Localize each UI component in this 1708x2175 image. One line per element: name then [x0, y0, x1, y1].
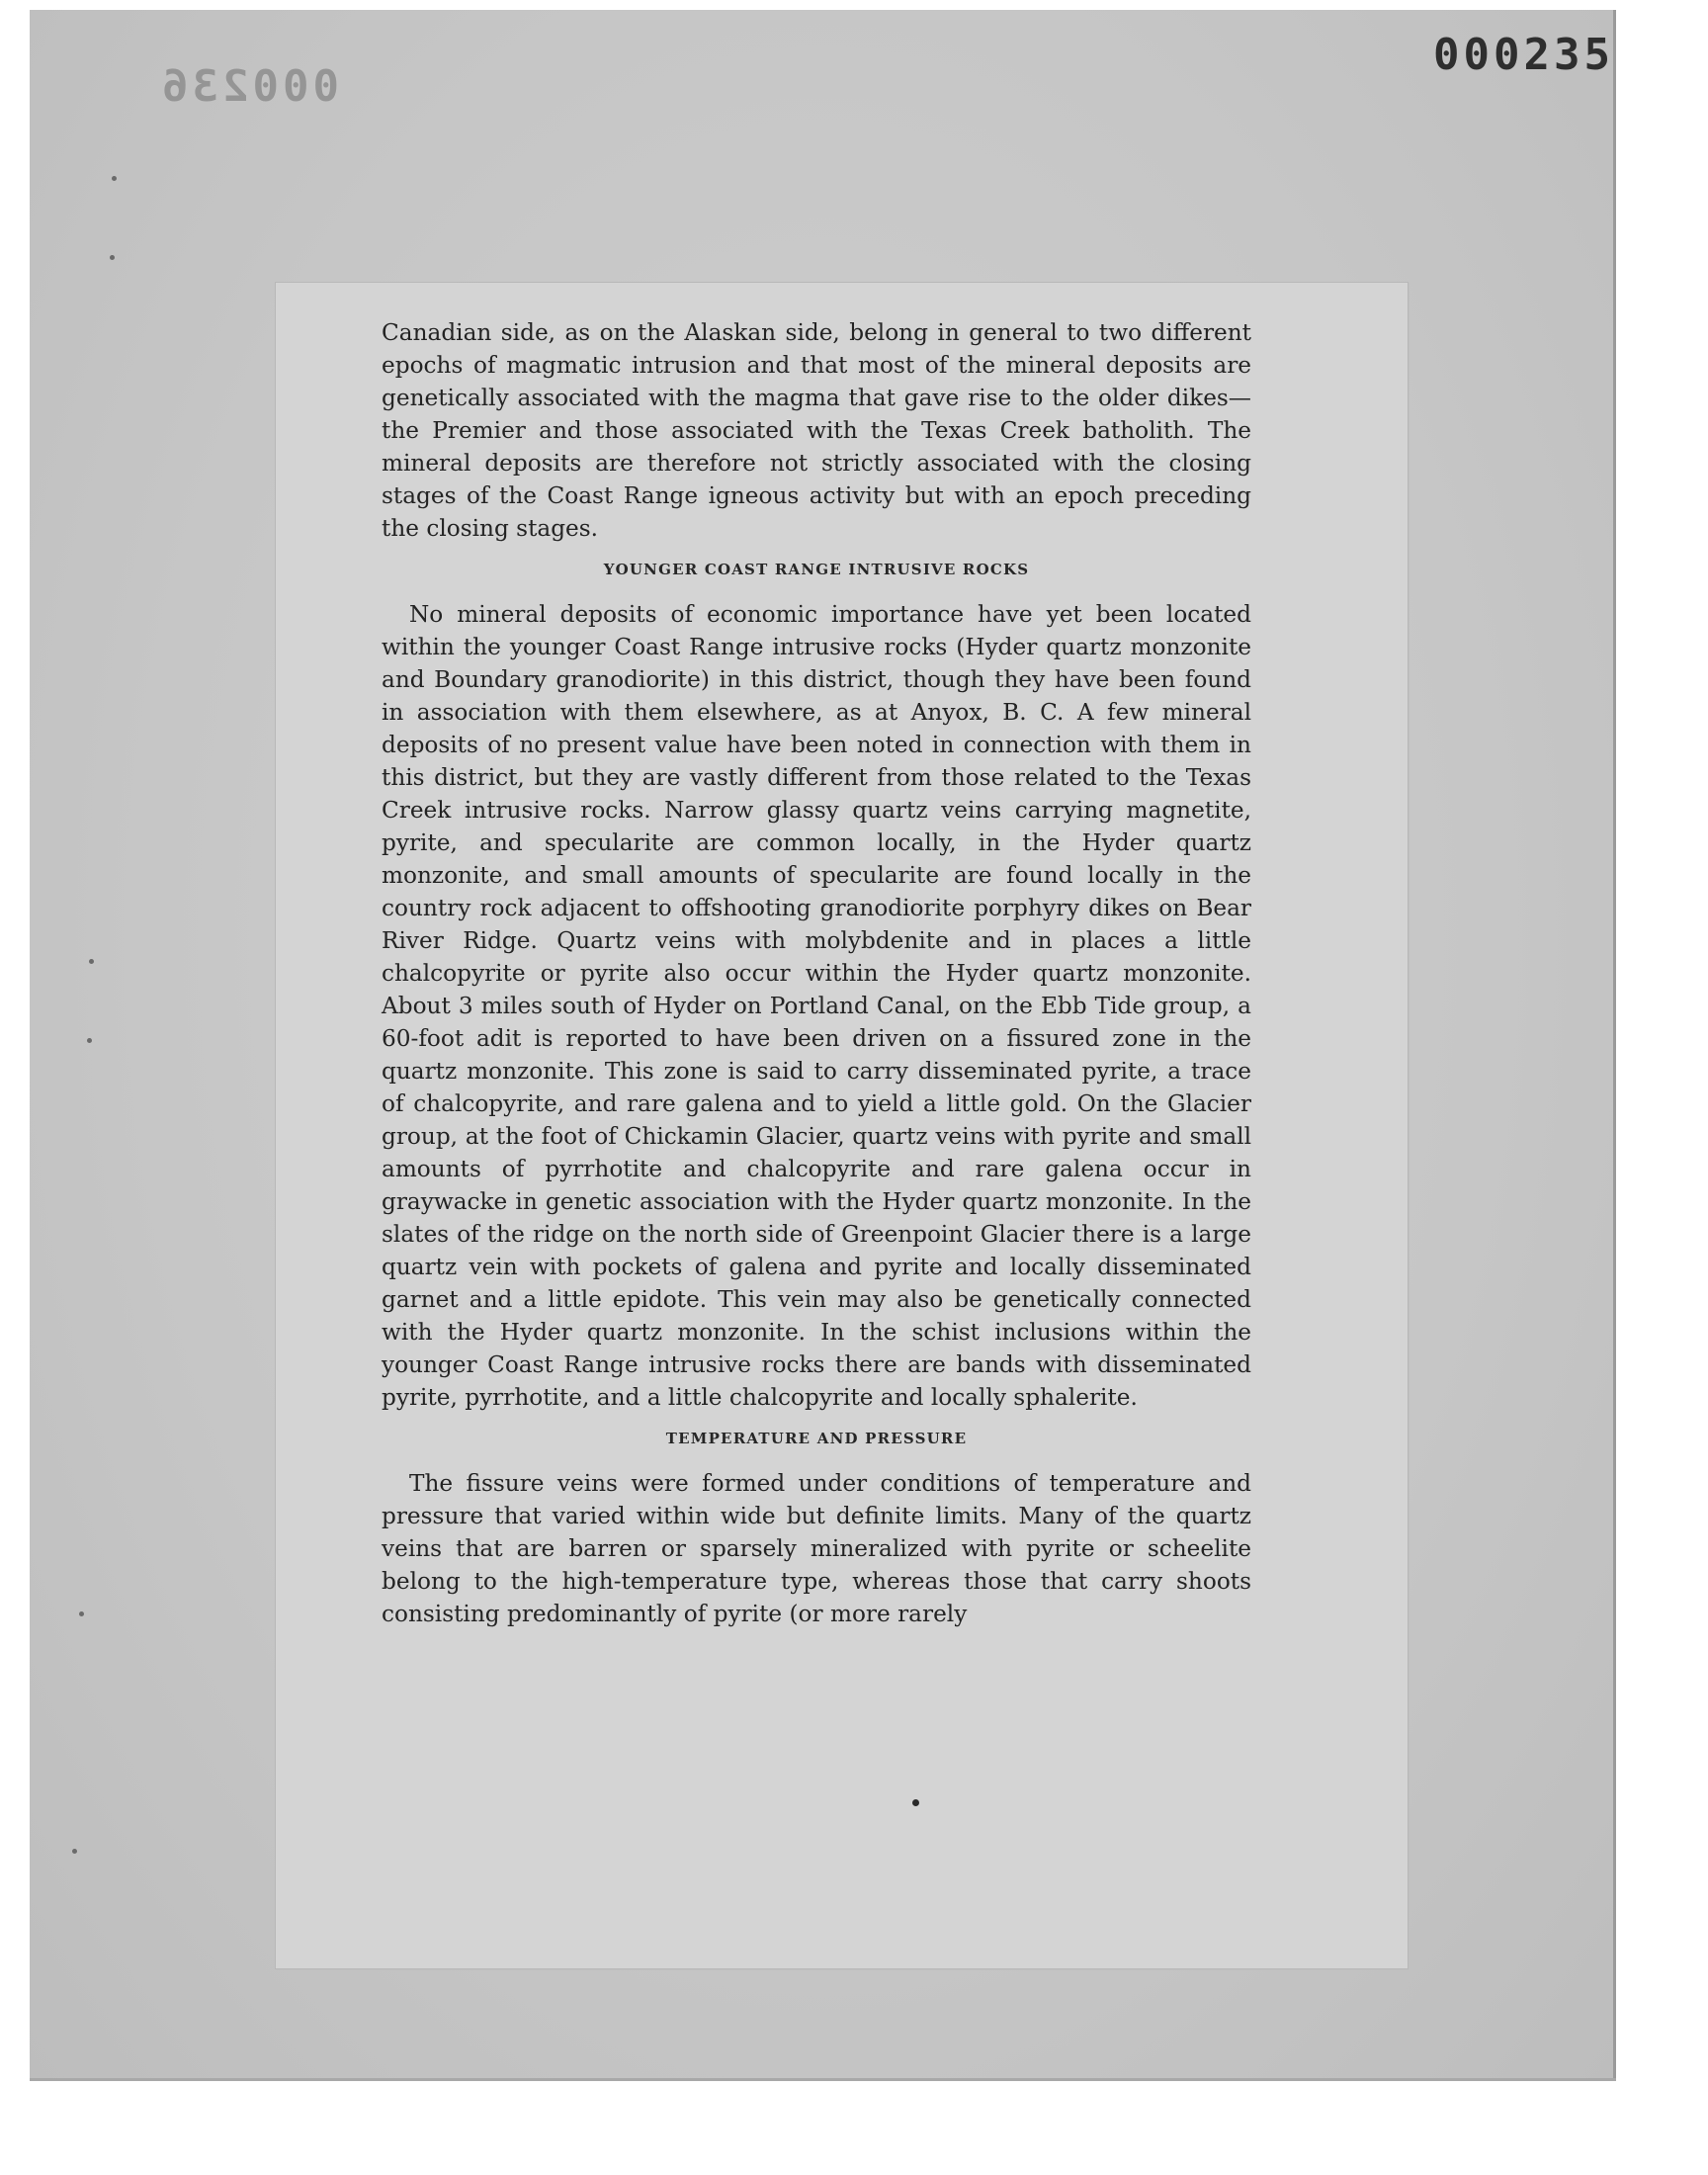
document-body	[382, 316, 1251, 1630]
section-heading-temperature: TEMPERATURE AND PRESSURE	[665, 1430, 968, 1447]
paragraph-intro: Canadian side, as on the Alaskan side, belong in general to two different epochs of magmatic intrusion and that most of the mineral deposits are genetically associated with the magma that gave rise to the older dikes—the Premier and those associated with the Texas Creek batholith. The mineral deposits are therefore not strictly associated with the closing stages of the Coast Range igneous activity but with an epoch preceding the closing stages.	[382, 319, 1251, 542]
scan-speck	[110, 255, 115, 260]
scan-speck	[112, 176, 117, 181]
scan-speck	[79, 1611, 84, 1616]
scan-edge-right	[1613, 10, 1616, 2078]
paragraph-younger-rocks: No mineral deposits of economic importance have yet been located within the younger Coast Range intrusive rocks (Hyder quartz monzonite and Boundary granodiorite) in this district, though they have been found in association with them elsewhere, as at Anyox, B. C. A few mineral deposits of no present value have been noted in connection with them in this district, but they are vastly different from those related to the Texas Creek intrusive rocks. Narrow glassy quartz veins carrying magnetite, pyrite, and specularite are common locally, in the Hyder quartz monzonite, and small amounts of specularite are found locally in the country rock adjacent to offshooting granodiorite porphyry dikes on Bear River Ridge. Quartz veins with molybdenite and in places a little chalcopyrite or pyrite also occur within the Hyder quartz monzonite. About 3 miles south of Hyder on Portland Canal, on the Ebb Tide group, a 60-foot adit is reported to have been driven on a fissured zone in the quartz monzonite. This zone is said to carry disseminated pyrite, a trace of chalcopyrite, and rare galena and to yield a little gold. On the Glacier group, at the foot of Chickamin Glacier, quartz veins with pyrite and small amounts of pyrrhotite and chalcopyrite and rare galena occur in graywacke in genetic association with the Hyder quartz monzonite. In the slates of the ridge on the north side of Greenpoint Glacier there is a large quartz vein with pockets of galena and pyrite and locally disseminated garnet and a little epidote. This vein may also be genetically connected with the Hyder quartz monzonite. In the schist inclusions within the younger Coast Range intrusive rocks there are bands with disseminated pyrite, pyrrhotite, and a little chalcopyrite and locally sphalerite.	[382, 601, 1251, 1411]
page-number-stamp: 000235	[1433, 30, 1614, 80]
scan-speck	[72, 1849, 77, 1854]
scan-speck	[87, 1038, 92, 1043]
bleed-through-stamp: 000236	[158, 61, 339, 112]
scan-edge-bottom	[30, 2078, 1616, 2081]
section-heading-younger-rocks: YOUNGER COAST RANGE INTRUSIVE ROCKS	[603, 561, 1030, 578]
paragraph-temperature: The fissure veins were formed under conditions of temperature and pressure that varied within wide but definite limits. Many of the quartz veins that are barren or sparsely mineralized with pyrite or scheelite belong to the high-temperature type, whereas those that carry shoots consisting predominantly of pyrite (or more rarely	[382, 1470, 1251, 1627]
scan-speck	[89, 959, 94, 964]
page-mark-dot	[912, 1799, 919, 1806]
